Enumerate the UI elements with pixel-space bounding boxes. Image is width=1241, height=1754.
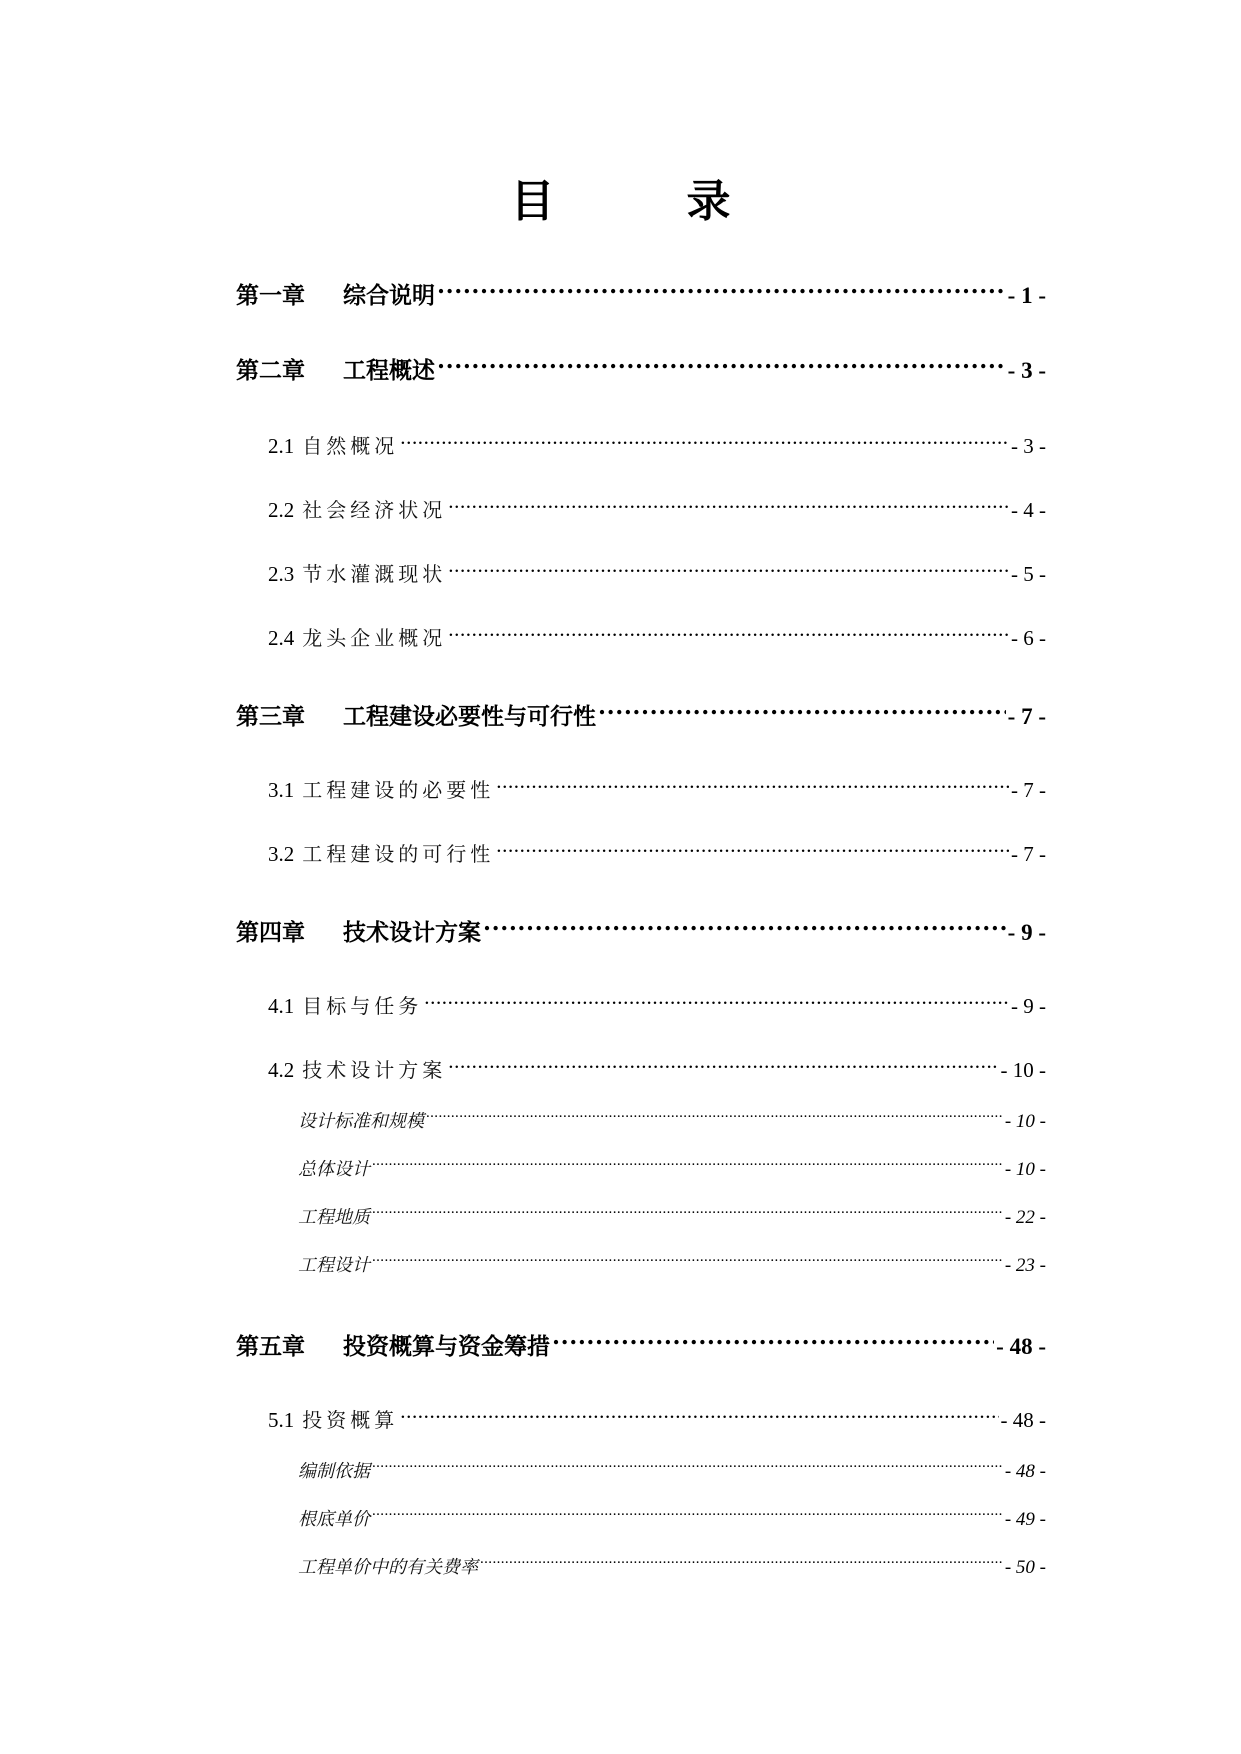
dot-leader (448, 1056, 998, 1077)
toc-section-number: 2.1 (268, 434, 295, 458)
toc-entry[interactable] (298, 1554, 1046, 1582)
toc-page-number: - 7 - (1011, 842, 1046, 866)
toc-entry-label: 投资概算与资金筹措 (343, 1334, 550, 1360)
toc-entry[interactable] (298, 1156, 1046, 1184)
toc-entry[interactable] (268, 430, 1046, 462)
dot-leader (496, 840, 1009, 861)
dot-leader (480, 1554, 1003, 1573)
toc-chapter-number: 第五章 (236, 1334, 305, 1360)
toc-entry[interactable] (236, 1330, 1046, 1364)
toc-page-number: - 5 - (1011, 562, 1046, 586)
toc-entry[interactable] (298, 1204, 1046, 1232)
toc-page-number: - 10 - (1004, 1111, 1046, 1132)
toc-entry-label: 工程建设的可行性 (302, 842, 495, 866)
toc-entry[interactable] (298, 1108, 1046, 1136)
dot-leader (448, 624, 1009, 645)
toc-entry-label: 根底单价 (298, 1509, 370, 1530)
toc-entry-label: 龙头企业概况 (302, 626, 447, 650)
toc-page-number: - 50 - (1004, 1557, 1046, 1578)
toc-entry[interactable] (298, 1252, 1046, 1280)
toc-entry-label: 技术设计方案 (302, 1058, 447, 1082)
toc-entry-label: 目标与任务 (302, 994, 423, 1018)
toc-page-number: - 49 - (1004, 1509, 1046, 1530)
toc-page-number: - 1 - (1007, 283, 1046, 308)
dot-leader (437, 280, 1006, 303)
toc-page-number: - 10 - (1000, 1058, 1046, 1082)
toc-page-number: - 3 - (1007, 358, 1046, 383)
dot-leader (372, 1204, 1003, 1223)
dot-leader (496, 776, 1009, 797)
toc-entry-label: 总体设计 (298, 1159, 370, 1180)
dot-leader (372, 1156, 1003, 1175)
toc-section-number: 2.2 (268, 498, 295, 522)
dot-leader (448, 560, 1009, 581)
toc-entry-label: 工程单价中的有关费率 (298, 1557, 478, 1578)
dot-leader (372, 1458, 1003, 1477)
toc-page-number: - 3 - (1011, 434, 1046, 458)
toc-entry[interactable] (268, 558, 1046, 590)
toc-page-number: - 48 - (996, 1334, 1046, 1359)
toc-section-number: 2.3 (268, 562, 295, 586)
toc-entry-label: 工程建设必要性与可行性 (343, 704, 596, 730)
dot-leader (372, 1506, 1003, 1525)
dot-leader (448, 496, 1009, 517)
toc-entry[interactable] (268, 838, 1046, 870)
toc-chapter-number: 第四章 (236, 920, 305, 946)
dot-leader (552, 1331, 994, 1354)
toc-page-number: - 6 - (1011, 626, 1046, 650)
toc-entry-label: 社会经济状况 (302, 498, 447, 522)
toc-entry-label: 设计标准和规模 (298, 1111, 424, 1132)
toc-entry[interactable] (236, 916, 1046, 950)
toc-page-number: - 10 - (1004, 1159, 1046, 1180)
toc-section-number: 5.1 (268, 1408, 295, 1432)
toc-entry[interactable] (298, 1458, 1046, 1486)
toc-page-number: - 22 - (1004, 1207, 1046, 1228)
toc-entry-label: 投资概算 (302, 1408, 399, 1432)
toc-page-number: - 9 - (1011, 994, 1046, 1018)
toc-entry[interactable] (298, 1506, 1046, 1534)
dot-leader (400, 432, 1009, 453)
toc-page-number: - 48 - (1004, 1461, 1046, 1482)
toc-chapter-number: 第一章 (236, 283, 305, 309)
toc-section-number: 4.2 (268, 1058, 295, 1082)
toc-chapter-number: 第二章 (236, 358, 305, 384)
toc-section-number: 3.1 (268, 778, 295, 802)
toc-page-number: - 9 - (1007, 920, 1046, 945)
toc-entry[interactable] (268, 494, 1046, 526)
toc-entry[interactable] (268, 774, 1046, 806)
toc-entry[interactable] (236, 700, 1046, 734)
dot-leader (424, 992, 1009, 1013)
toc-entry-label: 工程地质 (298, 1207, 370, 1228)
toc-entry-label: 工程设计 (298, 1255, 370, 1276)
toc-section-number: 2.4 (268, 626, 295, 650)
toc-section-number: 3.2 (268, 842, 295, 866)
toc-entry[interactable] (268, 1054, 1046, 1086)
toc-entry[interactable] (268, 990, 1046, 1022)
dot-leader (437, 355, 1006, 378)
toc-entry[interactable] (268, 1404, 1046, 1436)
toc-entry[interactable] (268, 622, 1046, 654)
toc-entry-label: 自然概况 (302, 434, 399, 458)
toc-page-number: - 23 - (1004, 1255, 1046, 1276)
toc-entry-label: 编制依据 (298, 1461, 370, 1482)
dot-leader (598, 701, 1006, 724)
dot-leader (400, 1406, 998, 1427)
toc-entry-label: 技术设计方案 (343, 920, 481, 946)
dot-leader (372, 1252, 1003, 1271)
toc-entry-label: 工程概述 (343, 358, 435, 384)
toc-entry-label: 综合说明 (343, 283, 435, 309)
toc-entry[interactable] (236, 354, 1046, 388)
toc-page-number: - 4 - (1011, 498, 1046, 522)
toc-chapter-number: 第三章 (236, 704, 305, 730)
toc-entry[interactable] (236, 279, 1046, 313)
toc-page-number: - 7 - (1011, 778, 1046, 802)
toc-section-number: 4.1 (268, 994, 295, 1018)
dot-leader (426, 1108, 1003, 1127)
toc-page-number: - 48 - (1000, 1408, 1046, 1432)
page-title: 目 录 (510, 176, 775, 227)
dot-leader (483, 917, 1006, 940)
toc-page-number: - 7 - (1007, 704, 1046, 729)
toc-entry-label: 工程建设的必要性 (302, 778, 495, 802)
toc-entry-label: 节水灌溉现状 (302, 562, 447, 586)
